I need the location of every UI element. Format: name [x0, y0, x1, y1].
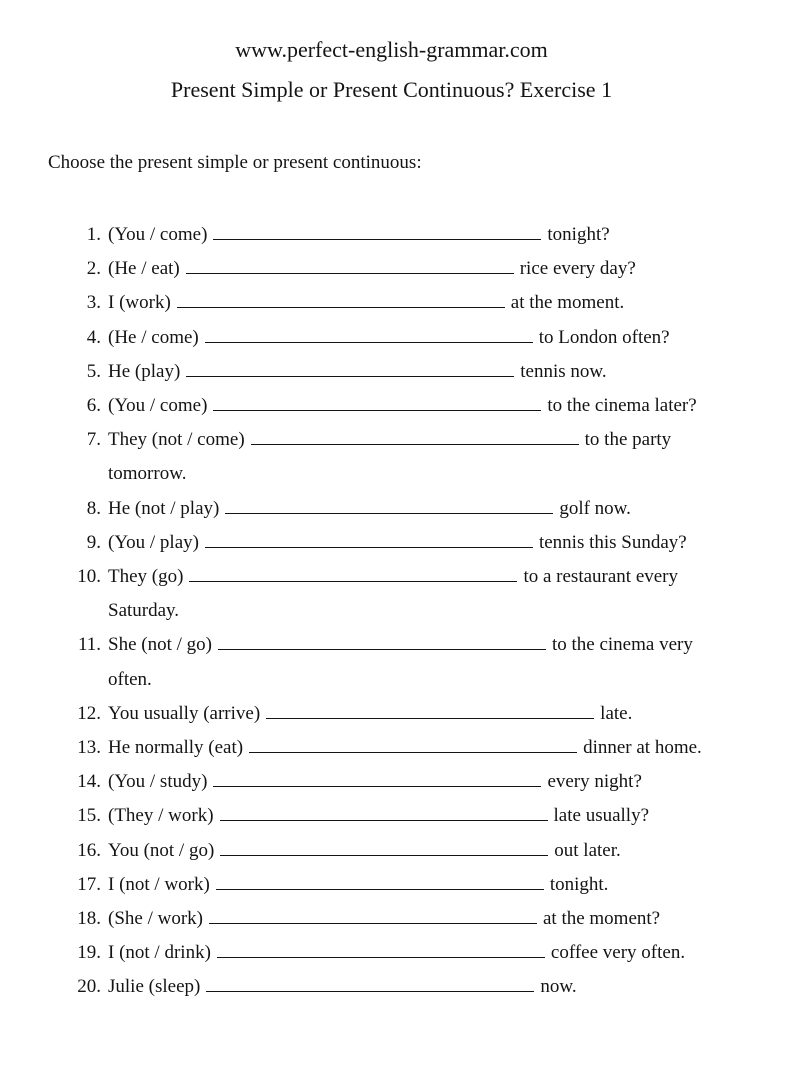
- item-prompt: He (play): [108, 360, 181, 382]
- item-suffix: dinner at home.: [583, 737, 702, 759]
- site-url: www.perfect-english-grammar.com: [235, 37, 548, 62]
- item-suffix: at the moment.: [510, 292, 625, 314]
- item-prompt: (You / study): [108, 771, 208, 793]
- item-prompt: You (not / go): [108, 839, 215, 861]
- item-suffix: to the cinema very often.: [108, 634, 693, 690]
- item-prompt: She (not / go): [108, 634, 212, 656]
- exercise-item: [0, 628, 811, 696]
- item-number: 10.: [77, 566, 101, 588]
- item-suffix: late usually?: [553, 805, 650, 827]
- item-number: 4.: [86, 326, 101, 348]
- item-number: 13.: [77, 737, 101, 759]
- answer-blank[interactable]: [266, 717, 594, 719]
- item-number: 2.: [86, 258, 101, 280]
- item-suffix: out later.: [554, 839, 621, 861]
- item-number: 20.: [77, 976, 101, 998]
- item-suffix: to a restaurant every Saturday.: [108, 566, 679, 622]
- answer-blank[interactable]: [251, 443, 579, 445]
- item-prompt: They (go): [108, 566, 184, 588]
- item-number: 11.: [77, 634, 101, 656]
- exercise-item: [0, 218, 811, 252]
- item-suffix: to the cinema later?: [547, 395, 697, 417]
- item-prompt: You usually (arrive): [108, 702, 261, 724]
- exercise-item: [0, 321, 811, 355]
- item-prompt: (You / come): [108, 395, 208, 417]
- exercise-item: [0, 902, 811, 936]
- item-number: 15.: [77, 805, 101, 827]
- item-prompt: He normally (eat): [108, 737, 244, 759]
- item-number: 3.: [86, 292, 101, 314]
- item-number: 5.: [86, 360, 101, 382]
- exercise-item: [0, 731, 811, 765]
- item-suffix: now.: [540, 976, 577, 998]
- item-number: 16.: [77, 839, 101, 861]
- answer-blank[interactable]: [177, 306, 505, 308]
- item-number: 7.: [86, 429, 101, 451]
- answer-blank[interactable]: [186, 272, 514, 274]
- item-number: 18.: [77, 908, 101, 930]
- answer-blank[interactable]: [213, 785, 541, 787]
- answer-blank[interactable]: [220, 819, 548, 821]
- exercise-item: [0, 799, 811, 833]
- page-title: Present Simple or Present Continuous? Exercise 1: [170, 77, 613, 102]
- item-number: 17.: [77, 873, 101, 895]
- item-number: 14.: [77, 771, 101, 793]
- item-prompt: I (not / work): [108, 873, 210, 895]
- exercise-item: [0, 526, 811, 560]
- item-suffix: tennis now.: [520, 360, 607, 382]
- exercise-item: [0, 936, 811, 970]
- answer-blank[interactable]: [216, 888, 544, 890]
- answer-blank[interactable]: [213, 409, 541, 411]
- item-suffix: every night?: [547, 771, 642, 793]
- exercise-item: [0, 252, 811, 286]
- exercise-item: [0, 389, 811, 423]
- item-number: 8.: [86, 497, 101, 519]
- answer-blank[interactable]: [186, 375, 514, 377]
- item-suffix: late.: [600, 702, 633, 724]
- answer-blank[interactable]: [249, 751, 577, 753]
- item-prompt: (You / come): [108, 224, 208, 245]
- exercise-item: [0, 286, 811, 320]
- item-prompt: He (not / play): [108, 497, 220, 519]
- item-number: 19.: [77, 942, 101, 964]
- exercise-item: [0, 355, 811, 389]
- exercise-item: [0, 765, 811, 799]
- item-number: 9.: [86, 531, 101, 553]
- item-prompt: (He / eat): [108, 258, 180, 280]
- item-number: 6.: [86, 395, 101, 417]
- item-suffix: tonight?: [547, 224, 610, 245]
- item-prompt: (You / play): [108, 531, 199, 553]
- item-suffix: golf now.: [559, 497, 631, 519]
- instructions: Choose the present simple or present continuous:: [48, 152, 422, 173]
- answer-blank[interactable]: [220, 854, 548, 856]
- answer-blank[interactable]: [206, 990, 534, 992]
- exercise-list: [0, 218, 811, 1005]
- item-prompt: They (not / come): [108, 429, 245, 451]
- item-suffix: coffee very often.: [550, 942, 686, 964]
- exercise-item: [0, 868, 811, 902]
- item-suffix: to London often?: [538, 326, 670, 348]
- answer-blank[interactable]: [205, 546, 533, 548]
- answer-blank[interactable]: [217, 956, 545, 958]
- item-number: 1.: [86, 224, 101, 245]
- item-suffix: at the moment?: [542, 908, 661, 930]
- item-suffix: tonight.: [549, 873, 609, 895]
- item-number: 12.: [77, 702, 101, 724]
- exercise-item: [0, 423, 811, 491]
- item-prompt: (He / come): [108, 326, 199, 348]
- item-suffix: tennis this Sunday?: [538, 531, 687, 553]
- item-suffix: rice every day?: [519, 258, 636, 280]
- answer-blank[interactable]: [218, 648, 546, 650]
- answer-blank[interactable]: [213, 238, 541, 240]
- item-prompt: I (work): [108, 292, 171, 314]
- exercise-item: [0, 492, 811, 526]
- item-prompt: I (not / drink): [108, 942, 211, 964]
- answer-blank[interactable]: [205, 341, 533, 343]
- item-suffix: to the party tomorrow.: [108, 429, 672, 485]
- item-prompt: (She / work): [108, 908, 203, 930]
- exercise-item: [0, 970, 811, 1004]
- answer-blank[interactable]: [225, 512, 553, 514]
- item-prompt: (They / work): [108, 805, 214, 827]
- exercise-item: [0, 560, 811, 628]
- answer-blank[interactable]: [189, 580, 517, 582]
- exercise-item: [0, 697, 811, 731]
- exercise-item: [0, 834, 811, 868]
- item-prompt: Julie (sleep): [108, 976, 201, 998]
- answer-blank[interactable]: [209, 922, 537, 924]
